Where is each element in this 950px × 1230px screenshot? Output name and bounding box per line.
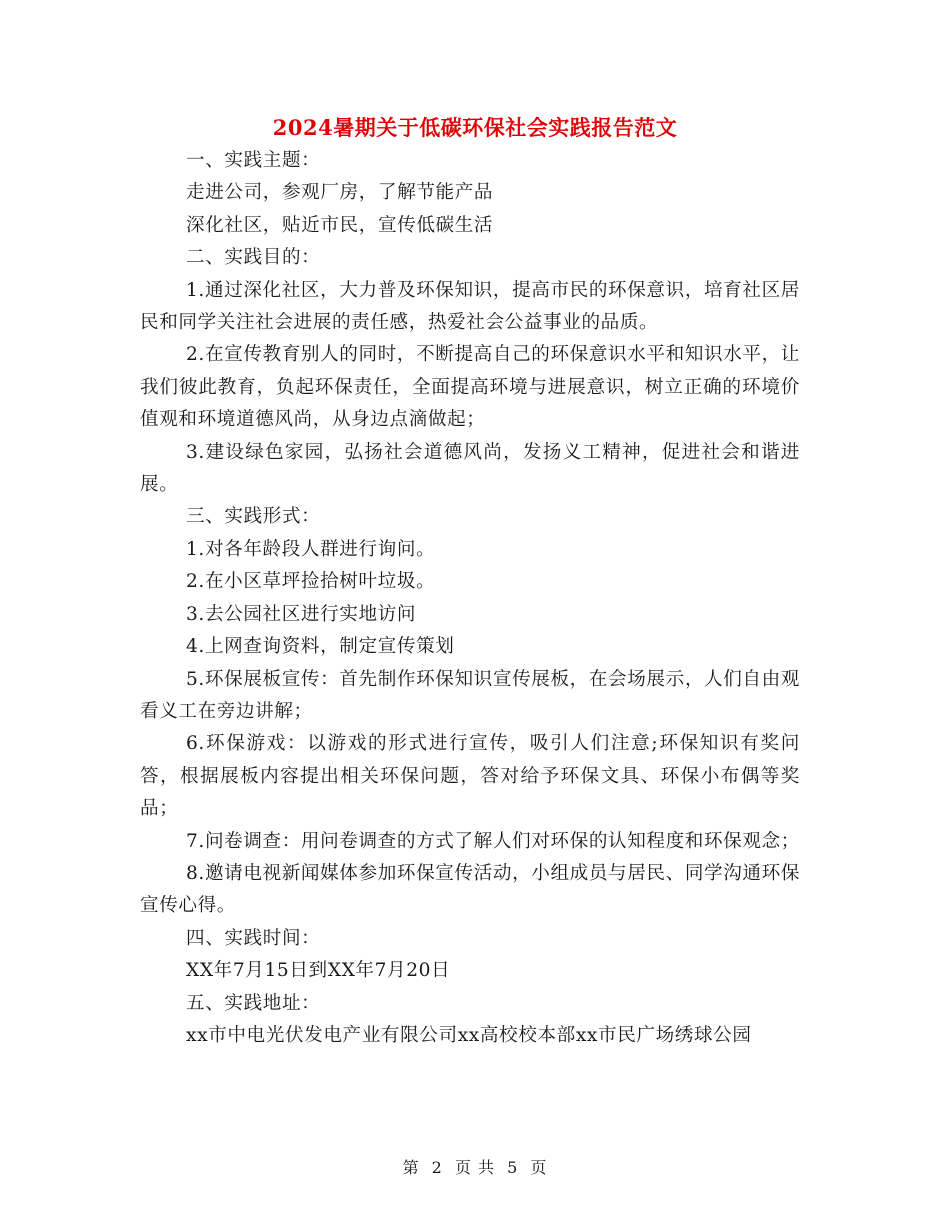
document-title: 2024暑期关于低碳环保社会实践报告范文 [272,115,678,140]
page-footer [0,1155,950,1178]
footer-page-number: 2 [431,1158,443,1177]
footer-total-pages: 5 [507,1158,519,1177]
section-heading-purpose: 二、实践目的： [186,247,321,269]
paragraph: 2.在宣传教育别人的同时，不断提高自己的环保意识水平和知识水平，让我们彼此教育，负起环保责任，全面提高环境与进展意识，树立正确的环境价值观和环境道德风尚，从身边点滴做起； [140,344,800,431]
footer-middle: 页 共 [454,1158,496,1177]
paragraph: 7.问卷调查：用问卷调查的方式了解人们对环保的认知程度和环保观念； [186,830,800,852]
footer-prefix: 第 [402,1158,420,1177]
footer-suffix: 页 [530,1158,548,1177]
paragraph: 2.在小区草坪捡拾树叶垃圾。 [186,571,436,593]
paragraph: 4.上网查询资料，制定宣传策划 [186,636,455,658]
paragraph: 深化社区，贴近市民，宣传低碳生活 [186,214,494,236]
paragraph: 8.邀请电视新闻媒体参加环保宣传活动，小组成员与居民、同学沟通环保宣传心得。 [140,862,800,917]
document-body [140,145,800,1052]
paragraph: 走进公司，参观厂房，了解节能产品 [186,182,494,204]
paragraph: 1.对各年龄段人群进行询问。 [186,538,436,560]
section-heading-time: 四、实践时间： [186,927,321,949]
section-heading-location: 五、实践地址： [186,992,321,1014]
section-heading-form: 三、实践形式： [186,506,321,528]
paragraph: 3.去公园社区进行实地访问 [186,603,417,625]
paragraph: xx市中电光伏发电产业有限公司xx高校校本部xx市民广场绣球公园 [186,1024,752,1046]
paragraph: 3.建设绿色家园，弘扬社会道德风尚，发扬义工精神，促进社会和谐进展。 [140,441,800,496]
section-heading-theme: 一、实践主题： [186,150,321,171]
paragraph: 5.环保展板宣传：首先制作环保知识宣传展板，在会场展示，人们自由观看义工在旁边讲解； [140,668,800,722]
paragraph: 6.环保游戏：以游戏的形式进行宣传，吸引人们注意;环保知识有奖问答，根据展板内容提出相关环保问题，答对给予环保文具、环保小布偶等奖品； [140,733,800,820]
paragraph: 1.通过深化社区，大力普及环保知识，提高市民的环保意识，培育社区居民和同学关注社会进展的责任感，热爱社会公益事业的品质。 [140,279,800,334]
paragraph: XX年7月15日到XX年7月20日 [186,960,451,982]
